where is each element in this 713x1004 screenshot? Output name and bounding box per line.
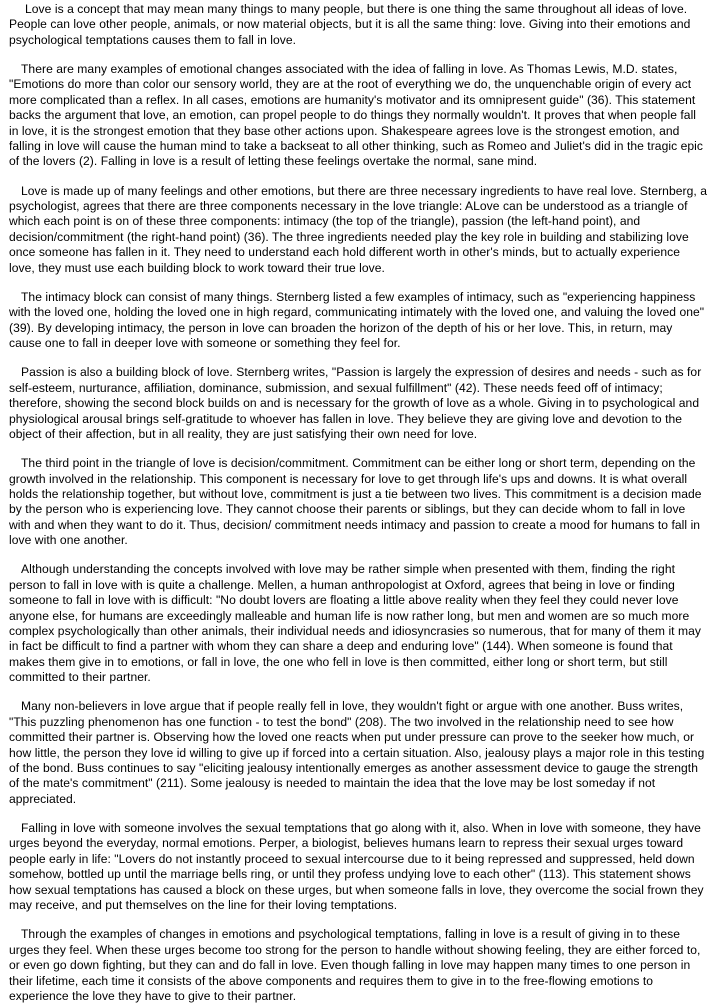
paragraph-introduction: Love is a concept that may mean many things to many people, but there is one thing the same throughout all ideas of love. People can love other people, animals, or now material objects, but it is all the same thing: love. Giving into their emotions and psychological temptations causes them to fall in love. <box>9 2 691 47</box>
paragraph-emotional-changes: There are many examples of emotional changes associated with the idea of falling in love. As Thomas Lewis, M.D. states, "Emotions do more than color our sensory world, they are at the root of everything we do, the unquenchable origin of every act more complicated than a reflex. In all cases, emotions are humanity's motivator and its omnipresent guide" (36). This statement backs the argument that love, an emotion, can propel people to do things they normally wouldn't. It proves that when people fall in love, it is the strongest emotion that they base other actions upon. Shakespeare agrees love is the strongest emotion, and falling in love will cause the human mind to take a backseat to all other thinking, such as Romeo and Juliet's did in the tragic epic of the lovers (2). Falling in love is a result of letting these feelings overtake the normal, sane mind. <box>9 62 703 169</box>
paragraph-passion: Passion is also a building block of love. Sternberg writes, "Passion is largely the expression of desires and needs - such as for self-esteem, nurturance, affiliation, dominance, submission, and sexual fulfillment" (42). These needs feed off of intimacy; therefore, showing the second block builds on and is necessary for the growth of love as a whole. Giving in to psychological and physiological arousal brings self-gratitude to whoever has fallen in love. They believe they are giving love and devotion to the object of their affection, but in all reality, they are just satisfying their own need for love. <box>9 365 702 441</box>
paragraph-intimacy: The intimacy block can consist of many things. Sternberg listed a few examples of intimacy, such as "experiencing happiness with the loved one, holding the loved one in high regard, communicating intimately with the loved one, and valuing the loved one" (39). By developing intimacy, the person in love can broaden the horizon of the depth of his or her love. This, in return, may cause one to fall in deeper love with someone or something they feel for. <box>9 289 705 351</box>
paragraph-conclusion: Through the examples of changes in emotions and psychological temptations, falling in love is a result of giving in to these urges they feel. When these urges become too strong for the person to handle without showing feeling, they are either forced to, or even go down fighting, but they can and do fall in love. Even though falling in love may happen many times to one person in their lifetime, each time it consists of the above components and requires them to give in to the free-flowing emotions to experience the love they have to give to their partner. <box>9 927 701 1003</box>
paragraph-non-believers: Many non-believers in love argue that if people really fell in love, they wouldn't fight or argue with one another. Buss writes, "This puzzling phenomenon has one function - to test the bond" (208). The two involved in the relationship need to see how committed their partner is. Observing how the loved one reacts when put under pressure can prove to the seeker how much, or how little, the person they love id willing to give up if forced into a certain situation. Also, jealousy plays a major role in this testing of the bond. Buss continues to say "eliciting jealousy intentionally emerges as another assessment device to gauge the strength of the mate's commitment" (211). Some jealousy is needed to maintain the idea that the love may be lost someday if not appreciated. <box>9 699 705 806</box>
paragraph-three-ingredients: Love is made up of many feelings and other emotions, but there are three necessary ingredients to have real love. Sternberg, a psychologist, agrees that there are three components necessary in the love triangle: ALove can be understood as a triangle of which each point is on of these three components: intimacy (the top of the triangle), passion (the left-hand point), and decision/commitment (the right-hand point) (36). The three ingredients needed play the key role in building and stabilizing love once someone has fallen in it. They need to understand each hold different worth in other's minds, but to actually experience love, they must use each building block to work toward their true love. <box>9 183 707 275</box>
paragraph-sexual-temptations: Falling in love with someone involves the sexual temptations that go along with it, also. When in love with someone, they have urges beyond the everyday, normal emotions. Perper, a biologist, believes humans learn to repress their sexual urges toward people early in life: "Lovers do not instantly proceed to sexual intercourse due to it being repressed and suppressed, held down somehow, bottled up until the marriage bells ring, or until they profess undying love to each other" (113). This statement shows how sexual temptations has caused a block on these urges, but when someone falls in love, they overcome the social frown they may receive, and put themselves on the line for their loving temptations. <box>9 821 704 913</box>
paragraph-commitment: The third point in the triangle of love is decision/commitment. Commitment can be either long or short term, depending on the growth involved in the relationship. This component is necessary for love to get through life's ups and downs. It is what overall holds the relationship together, but without love, commitment is just a tie between two lives. This commitment is a decision made by the person who is experiencing love. They cannot choose their parents or siblings, but they can decide whom to fall in love with and when they want to do it. Thus, decision/ commitment needs intimacy and passion to create a mood for humans to fall in love with one another. <box>9 456 702 548</box>
paragraph-finding-partner: Although understanding the concepts involved with love may be rather simple when presented with them, finding the right person to fall in love with is quite a challenge. Mellen, a human anthropologist at Oxford, agrees that being in love or finding someone to fall in love with is difficult: "No doubt lovers are floating a little above reality when they feel they could never love anyone else, for humans are exceedingly malleable and human life is now rather long, but men and women are so much more complex psychologically than other animals, their individual needs and idiosyncrasies so numerous, that for many of them it may in fact be difficult to find a partner with whom they can share a deep and enduring love" (144). When someone is found that makes them give in to emotions, or fall in love, the one who fell in love is then committed, either long or short term, but still committed to their partner. <box>9 562 702 685</box>
